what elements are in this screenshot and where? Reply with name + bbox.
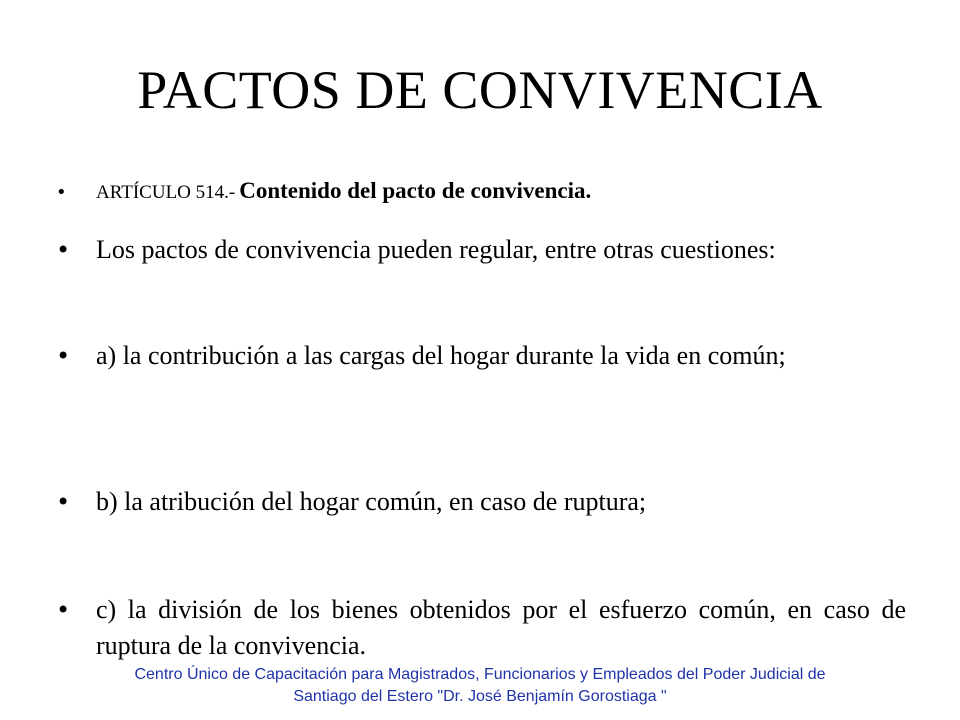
- bullet-dot-icon: •: [56, 236, 71, 264]
- item-b-text: b) la atribución del hogar común, en caso de ruptura;: [96, 487, 647, 516]
- bullet-dot-icon: •: [56, 342, 71, 370]
- bullet-dot-icon: •: [56, 596, 71, 624]
- item-a-text: a) la contribución a las cargas del hogar durante la vida en común;: [96, 341, 786, 370]
- slide-footer: [0, 664, 960, 708]
- footer-line-1: Centro Único de Capacitación para Magistrados, Funcionarios y Empleados del Poder Judicial de: [134, 666, 826, 683]
- footer-line-2: Santiago del Estero "Dr. José Benjamín Gorostiaga ": [293, 688, 667, 705]
- slide-title: PACTOS DE CONVIVENCIA: [137, 60, 823, 120]
- article-label: ARTÍCULO 514.-: [96, 182, 236, 203]
- article-title: Contenido del pacto de convivencia.: [239, 178, 592, 203]
- intro-text: Los pactos de convivencia pueden regular, entre otras cuestiones:: [96, 235, 776, 264]
- bullet-item-b: [56, 484, 916, 520]
- bullet-intro: [56, 232, 916, 268]
- bullet-article-heading: [56, 174, 916, 210]
- bullet-dot-icon: •: [56, 488, 71, 516]
- article-heading: [96, 174, 916, 210]
- bullet-item-a: [56, 338, 916, 374]
- item-c-text: c) la división de los bienes obtenidos por el esfuerzo común, en caso de ruptura de la convivencia.: [96, 595, 906, 660]
- bullet-dot-icon: •: [56, 182, 67, 203]
- bullet-item-c: [56, 592, 916, 664]
